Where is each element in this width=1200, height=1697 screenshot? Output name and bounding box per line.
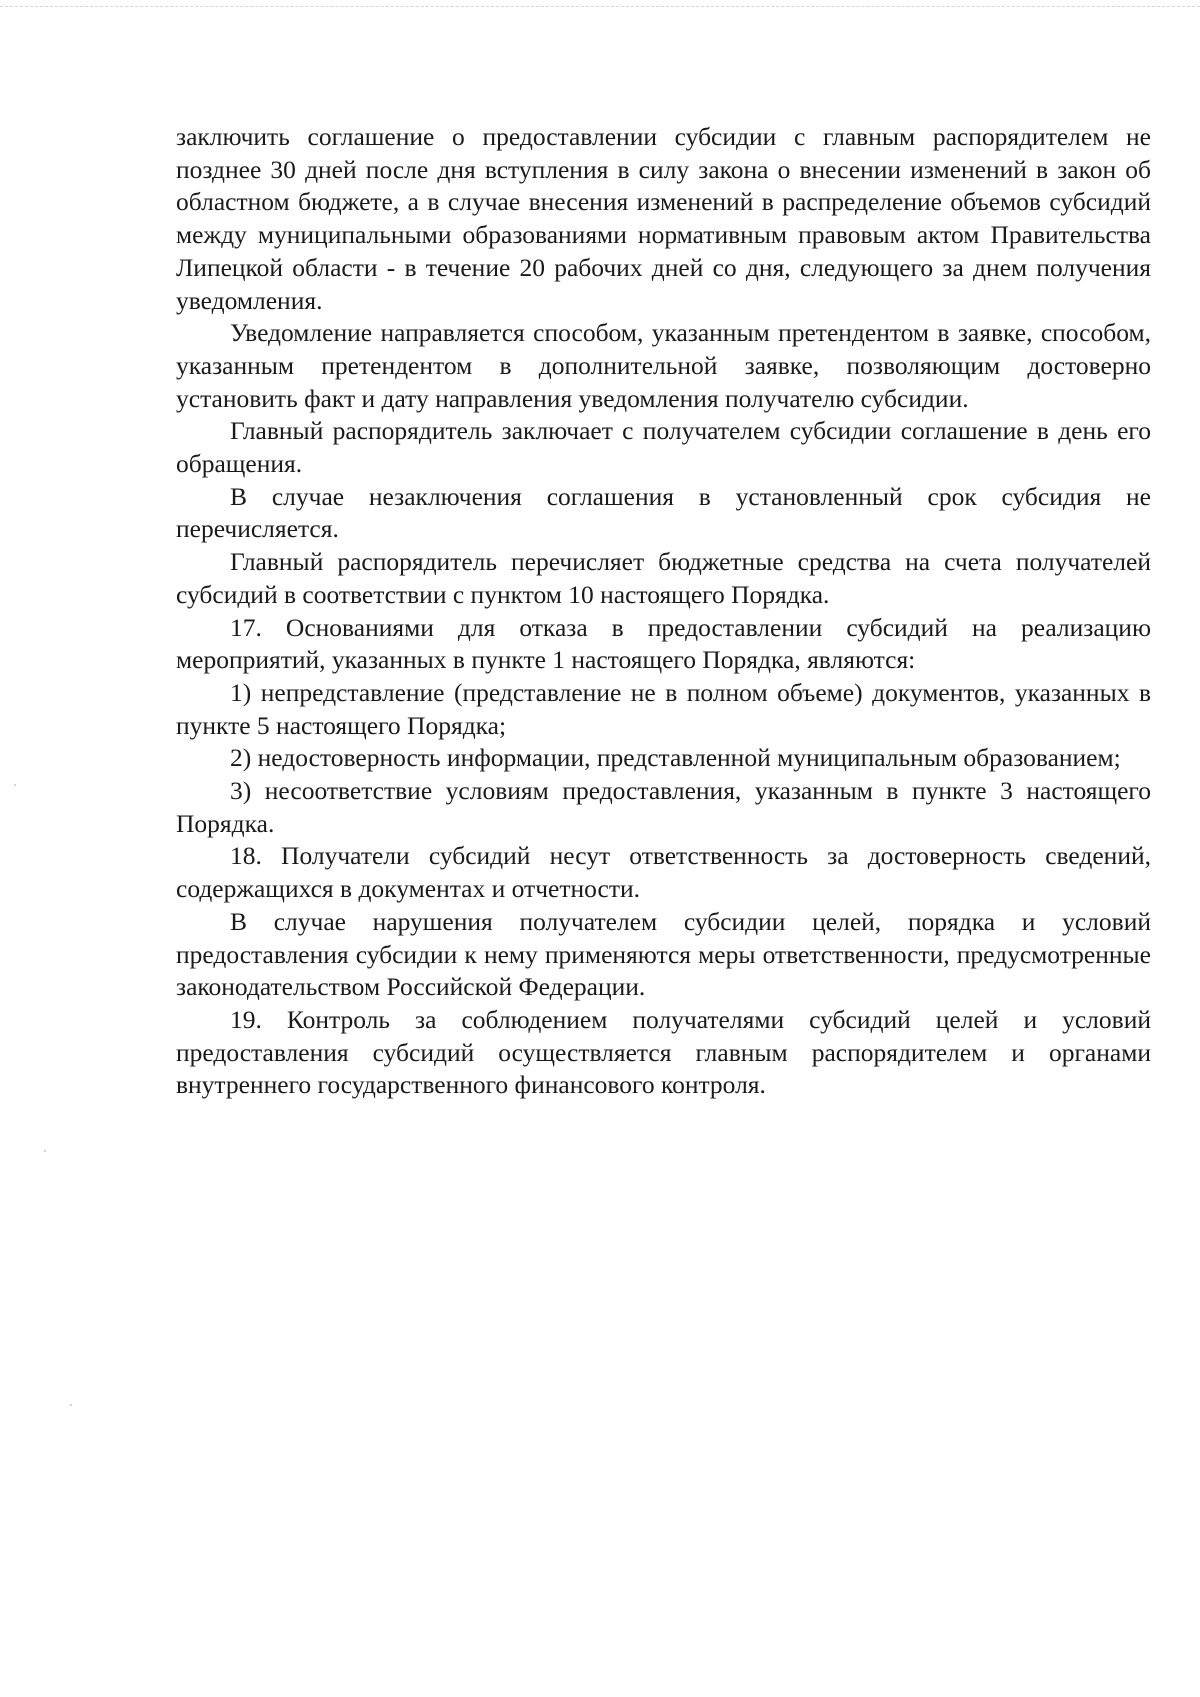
paragraph-18-responsibility: 18. Получатели субсидий несут ответственность за достоверность сведений, содержащихся в документах и отчетности. (176, 841, 1151, 904)
paragraph-19-control: 19. Контроль за соблюдением получателями субсидий целей и условий предоставления субсидий осуществляется главным распорядителем и органами внутреннего государственного финансового контроля. (176, 1004, 1151, 1100)
scan-speck (14, 784, 16, 786)
list-item-1: 1) непредставление (представление не в полном объеме) документов, указанных в пункте 5 настоящего Порядка; (176, 677, 1151, 740)
paragraph-transfer-funds: Главный распорядитель перечисляет бюджетные средства на счета получателей субсидий в соответствии с пунктом 10 настоящего Порядка. (176, 547, 1151, 609)
document-body (176, 121, 1151, 1102)
scan-speck (70, 1404, 72, 1406)
paragraph-17-refusal-grounds: 17. Основаниями для отказа в предоставлении субсидий на реализацию мероприятий, указанных в пункте 1 настоящего Порядка, являются: (176, 612, 1151, 675)
paragraph-notification-method: Уведомление направляется способом, указанным претендентом в заявке, способом, указанным претендентом в дополнительной заявке, позволяющим достоверно установить факт и дату направления уведомления получателю субсидии. (176, 318, 1151, 413)
scan-top-edge (0, 6, 1200, 7)
scan-speck (44, 1150, 46, 1152)
list-item-3: 3) несоответствие условиям предоставления, указанным в пункте 3 настоящего Порядка. (176, 776, 1151, 838)
paragraph-violation-measures: В случае нарушения получателем субсидии целей, порядка и условий предоставления субсидии к нему применяются меры ответственности, предусмотренные законодательством Российской Федерации. (176, 906, 1151, 1002)
paragraph-agreement-signing: Главный распорядитель заключает с получателем субсидии соглашение в день его обращения. (176, 416, 1151, 479)
paragraph-continuation: заключить соглашение о предоставлении субсидии с главным распорядителем не позднее 30 дней после дня вступления в силу закона о внесении изменений в закон об областном бюджете, а в случае внесения изменений в распределение объемов субсидий между муниципальными образованиями нормативным правовым актом Правительства Липецкой области - в течение 20 рабочих дней со дня, следующего за днем получения уведомления. (176, 122, 1151, 315)
paragraph-non-conclusion: В случае незаключения соглашения в установленный срок субсидия не перечисляется. (176, 481, 1151, 544)
list-item-2: 2) недостоверность информации, представленной муниципальным образованием; (230, 743, 1121, 773)
